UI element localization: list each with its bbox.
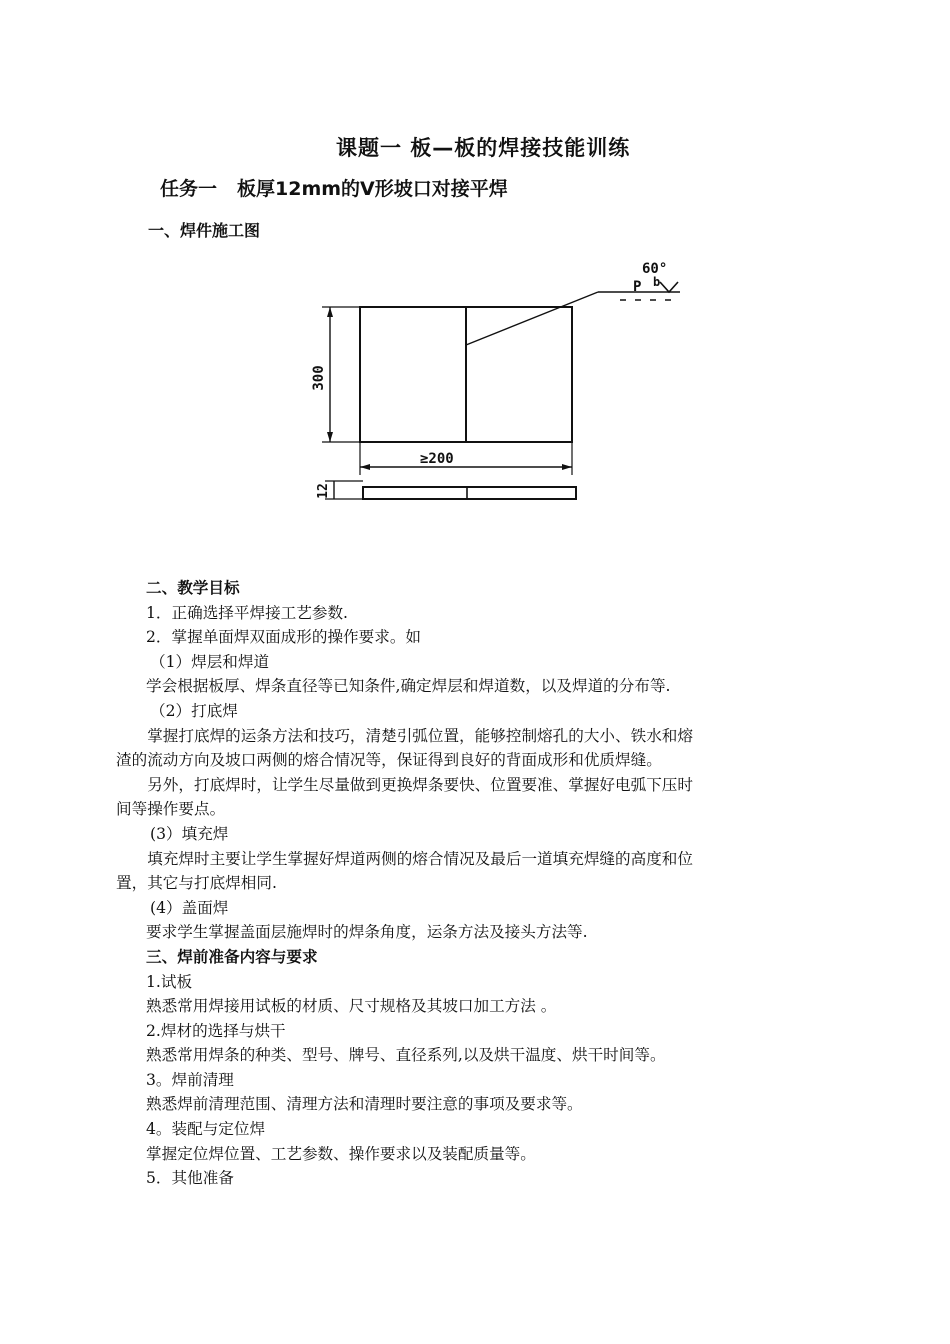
task-title: 板厚12mm的V形坡口对接平焊 <box>237 178 508 200</box>
task-heading <box>160 174 508 201</box>
item-3-title: (3）填充焊 <box>150 824 229 843</box>
root-gap-label: b <box>653 275 661 289</box>
item-2-text: 掌握打底焊的运条方法和技巧，清楚引弧位置，能够控制熔孔的大小、铁水和熔 渣的流动方向及坡口两侧的熔合情况等，保证得到良好的背面成形和优质焊缝。 <box>116 726 693 770</box>
thickness-dimension-label: 12 <box>316 483 331 499</box>
groove-angle-label: 60° <box>642 261 668 277</box>
weldment-drawing <box>290 250 690 515</box>
item-1-text: 学会根据板厚、焊条直径等已知条件,确定焊层和焊道数，以及焊道的分布等. <box>146 677 671 696</box>
height-dimension-label: 300 <box>311 365 327 391</box>
prep-4-text: 掌握定位焊位置、工艺参数、操作要求以及装配质量等。 <box>146 1144 536 1163</box>
leader-line <box>466 292 598 345</box>
item-1-title: （1）焊层和焊道 <box>150 652 270 671</box>
prep-1-title: 1.试板 <box>146 972 193 991</box>
section-heading-preparation: 三、焊前准备内容与要求 <box>146 947 318 966</box>
document-title: 课题一 板—板的焊接技能训练 <box>336 136 631 160</box>
prep-3-title: 3。焊前清理 <box>146 1070 234 1089</box>
prep-2-text: 熟悉常用焊条的种类、型号、牌号、直径系列,以及烘干温度、烘干时间等。 <box>146 1046 666 1065</box>
item-3-text: 填充焊时主要让学生掌握好焊道两侧的熔合情况及最后一道填充焊缝的高度和位 置，其它与打底焊相同. <box>116 849 693 893</box>
task-number: 任务一 <box>160 178 218 200</box>
prep-2-title: 2.焊材的选择与烘干 <box>146 1021 286 1040</box>
document-body <box>116 576 846 1191</box>
prep-4-title: 4。装配与定位焊 <box>146 1120 266 1139</box>
item-4-title: (4）盖面焊 <box>150 898 229 917</box>
goal-2: 2．掌握单面焊双面成形的操作要求。如 <box>146 628 422 647</box>
prep-5-title: 5．其他准备 <box>146 1169 234 1188</box>
plate-side-view <box>363 487 576 499</box>
width-dimension-label: ≥200 <box>420 451 454 467</box>
v-groove-symbol <box>660 282 678 292</box>
section-heading-goals: 二、教学目标 <box>146 579 240 597</box>
item-2-title: （2）打底焊 <box>150 701 238 720</box>
root-face-label: P <box>633 279 642 295</box>
prep-1-text: 熟悉常用焊接用试板的材质、尺寸规格及其坡口加工方法 。 <box>146 997 557 1016</box>
item-4-text: 要求学生掌握盖面层施焊时的焊条角度，运条方法及接头方法等. <box>146 923 588 942</box>
section-heading-drawing: 一、焊件施工图 <box>148 221 261 240</box>
item-2-extra: 另外，打底焊时，让学生尽量做到更换焊条要快、位置要准、掌握好电弧下压时 间等操作要点。 <box>116 775 693 819</box>
prep-3-text: 熟悉焊前清理范围、清理方法和清理时要注意的事项及要求等。 <box>146 1095 583 1114</box>
goal-1: 1．正确选择平焊接工艺参数. <box>146 603 349 622</box>
